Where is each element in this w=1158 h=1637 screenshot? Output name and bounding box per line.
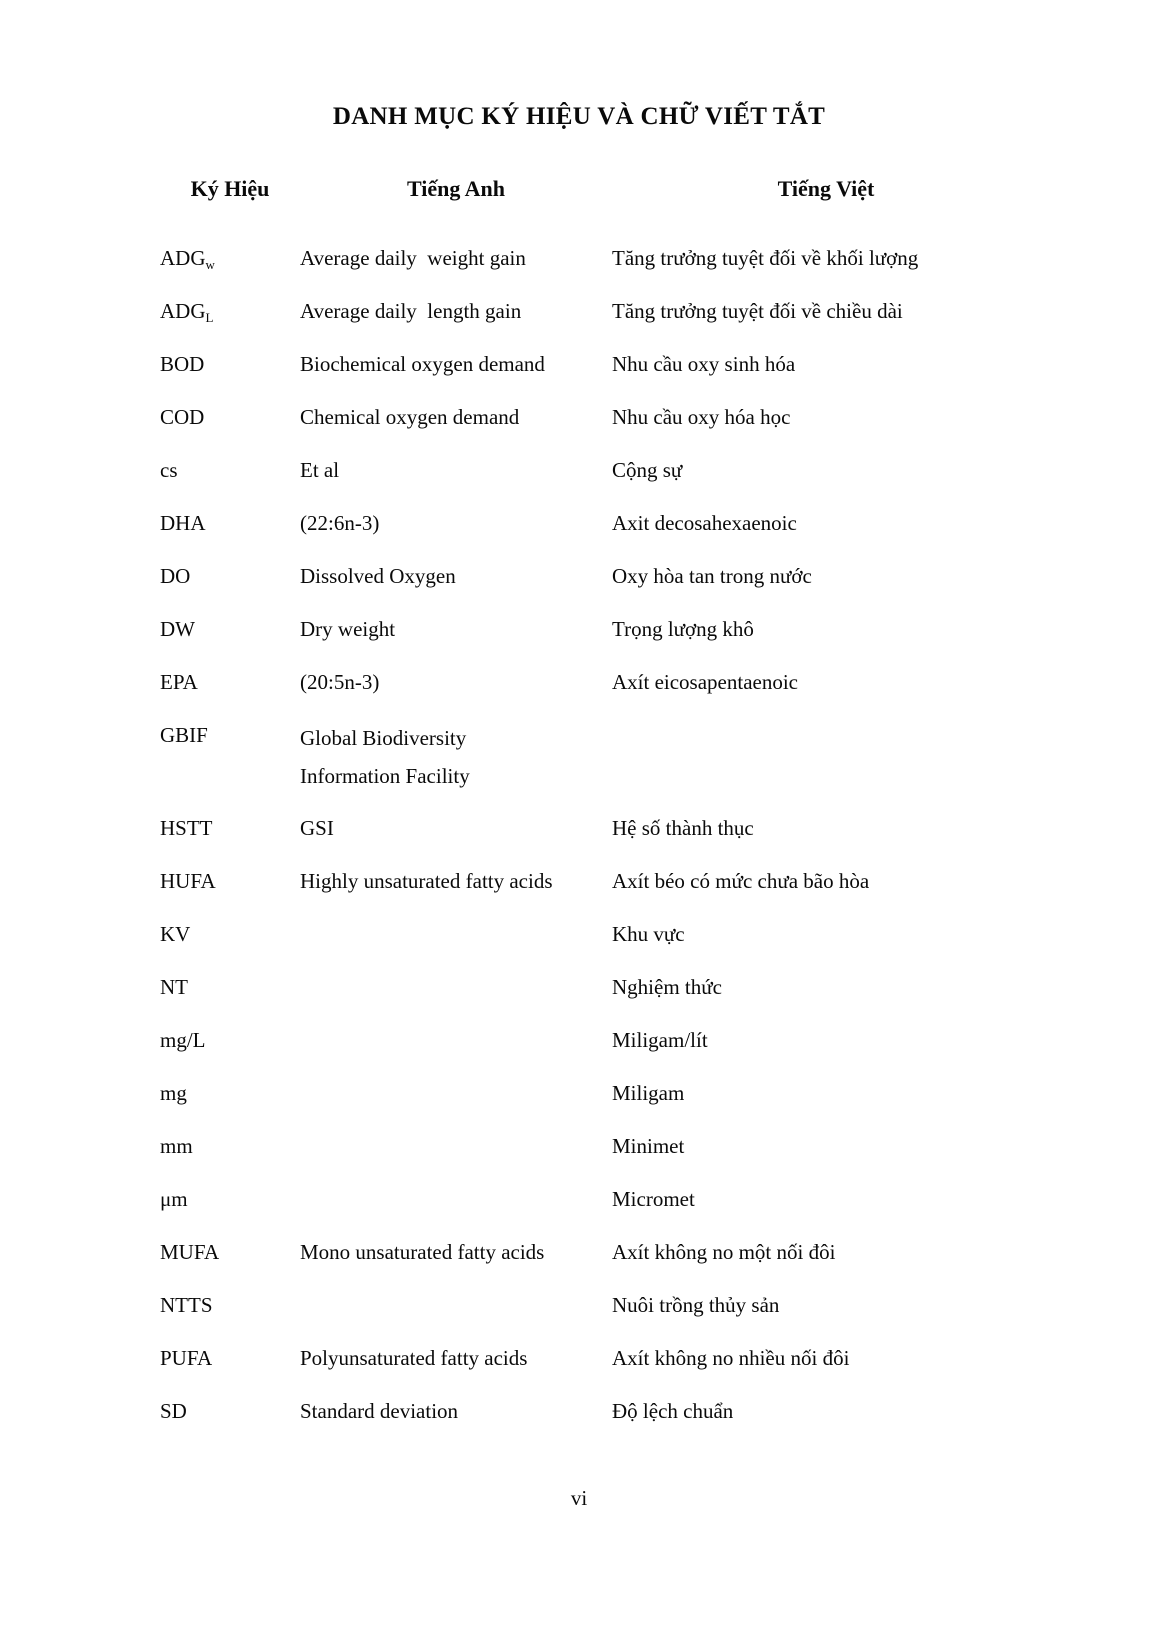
english-text: (20:5n-3) bbox=[300, 670, 380, 694]
english-text bbox=[300, 1289, 612, 1322]
symbol-text: DW bbox=[160, 617, 195, 641]
symbol-text: ADG bbox=[160, 246, 206, 270]
table-header-row bbox=[160, 172, 1040, 206]
symbol-cell bbox=[160, 295, 300, 328]
table-row bbox=[160, 348, 1040, 381]
table-row bbox=[160, 1024, 1040, 1057]
vietnamese-text: Axít béo có mức chưa bão hòa bbox=[612, 869, 870, 893]
vietnamese-text: Miligam/lít bbox=[612, 1028, 708, 1052]
symbol-text: mg bbox=[160, 1081, 187, 1105]
vietnamese-text: Axít eicosapentaenoic bbox=[612, 670, 799, 694]
symbol-cell bbox=[160, 971, 300, 1004]
vietnamese-text: Trọng lượng khô bbox=[612, 617, 754, 641]
english-text: Biochemical oxygen demand bbox=[300, 352, 545, 376]
symbol-text: cs bbox=[160, 458, 178, 482]
table-row bbox=[160, 242, 1040, 275]
english-text: Dry weight bbox=[300, 617, 396, 641]
symbol-text: SD bbox=[160, 1399, 187, 1423]
vietnamese-text: Cộng sự bbox=[612, 458, 683, 482]
symbol-text: NT bbox=[160, 975, 188, 999]
english-text bbox=[300, 1024, 612, 1057]
vietnamese-text: Nuôi trồng thủy sản bbox=[612, 1293, 780, 1317]
vietnamese-text: Micromet bbox=[612, 1187, 695, 1211]
symbol-cell bbox=[160, 1236, 300, 1269]
symbol-cell bbox=[160, 507, 300, 540]
symbol-cell bbox=[160, 613, 300, 646]
table-row bbox=[160, 918, 1040, 951]
vietnamese-text: Oxy hòa tan trong nước bbox=[612, 564, 812, 588]
vietnamese-text: Tăng trưởng tuyệt đối về chiều dài bbox=[612, 299, 903, 323]
english-text bbox=[300, 1130, 612, 1163]
symbol-text: ADG bbox=[160, 299, 206, 323]
symbol-cell bbox=[160, 242, 300, 275]
vietnamese-text bbox=[612, 719, 1040, 795]
symbol-text: NTTS bbox=[160, 1293, 213, 1317]
vietnamese-text: Nghiệm thức bbox=[612, 975, 722, 999]
symbol-cell bbox=[160, 1342, 300, 1375]
vietnamese-text: Axít không no nhiều nối đôi bbox=[612, 1346, 850, 1370]
column-header-english: Tiếng Anh bbox=[406, 176, 506, 201]
table-row bbox=[160, 295, 1040, 328]
english-text: (22:6n-3) bbox=[300, 511, 380, 535]
vietnamese-text: Nhu cầu oxy sinh hóa bbox=[612, 352, 796, 376]
column-header-vietnamese: Tiếng Việt bbox=[777, 176, 875, 201]
vietnamese-text: Khu vực bbox=[612, 922, 685, 946]
vietnamese-text: Axít không no một nối đôi bbox=[612, 1240, 836, 1264]
page-title: DANH MỤC KÝ HIỆU VÀ CHỮ VIẾT TẮT bbox=[332, 103, 826, 130]
symbol-text: HUFA bbox=[160, 869, 216, 893]
symbol-cell bbox=[160, 812, 300, 845]
symbol-cell bbox=[160, 719, 300, 795]
table-row bbox=[160, 401, 1040, 434]
table-row bbox=[160, 865, 1040, 898]
vietnamese-text: Độ lệch chuẩn bbox=[612, 1399, 734, 1423]
symbol-text: μm bbox=[160, 1187, 188, 1211]
english-text bbox=[300, 719, 612, 795]
symbol-cell bbox=[160, 865, 300, 898]
english-text: Average daily length gain bbox=[300, 299, 522, 323]
table-row bbox=[160, 1183, 1040, 1216]
table-row bbox=[160, 1289, 1040, 1322]
symbol-cell bbox=[160, 1395, 300, 1428]
english-text bbox=[300, 1077, 612, 1110]
symbol-text: COD bbox=[160, 405, 205, 429]
symbol-cell bbox=[160, 560, 300, 593]
table-row bbox=[160, 1395, 1040, 1428]
table-body bbox=[160, 242, 1040, 1428]
english-text: Dissolved Oxygen bbox=[300, 564, 456, 588]
vietnamese-text: Nhu cầu oxy hóa học bbox=[612, 405, 791, 429]
vietnamese-text: Hệ số thành thục bbox=[612, 816, 754, 840]
abbreviations-table bbox=[160, 172, 1040, 1428]
table-row bbox=[160, 666, 1040, 699]
symbol-text: MUFA bbox=[160, 1240, 220, 1264]
symbol-text: PUFA bbox=[160, 1346, 213, 1370]
english-text: Mono unsaturated fatty acids bbox=[300, 1240, 545, 1264]
english-text: Highly unsaturated fatty acids bbox=[300, 869, 553, 893]
table-row bbox=[160, 971, 1040, 1004]
symbol-subscript: w bbox=[205, 257, 215, 272]
symbol-text: HSTT bbox=[160, 816, 213, 840]
page-number: vi bbox=[570, 1486, 588, 1510]
symbol-text: DHA bbox=[160, 511, 206, 535]
symbol-cell bbox=[160, 1183, 300, 1216]
symbol-cell bbox=[160, 1077, 300, 1110]
table-row bbox=[160, 1077, 1040, 1110]
english-text: Standard deviation bbox=[300, 1399, 459, 1423]
table-row bbox=[160, 454, 1040, 487]
symbol-text: EPA bbox=[160, 670, 198, 694]
symbol-text: GBIF bbox=[160, 723, 208, 747]
column-header-symbol: Ký Hiệu bbox=[190, 176, 270, 201]
vietnamese-text: Miligam bbox=[612, 1081, 685, 1105]
vietnamese-text: Minimet bbox=[612, 1134, 685, 1158]
english-text bbox=[300, 1183, 612, 1216]
symbol-text: BOD bbox=[160, 352, 205, 376]
symbol-text: DO bbox=[160, 564, 191, 588]
english-text-line2: Information Facility bbox=[300, 764, 470, 788]
table-row bbox=[160, 812, 1040, 845]
symbol-cell bbox=[160, 1130, 300, 1163]
symbol-cell bbox=[160, 401, 300, 434]
english-text: GSI bbox=[300, 816, 334, 840]
table-row bbox=[160, 1130, 1040, 1163]
symbol-subscript: L bbox=[205, 310, 214, 325]
english-text bbox=[300, 918, 612, 951]
symbol-cell bbox=[160, 348, 300, 381]
symbol-cell bbox=[160, 1289, 300, 1322]
vietnamese-text: Axit decosahexaenoic bbox=[612, 511, 797, 535]
symbol-cell bbox=[160, 454, 300, 487]
vietnamese-text: Tăng trưởng tuyệt đối về khối lượng bbox=[612, 246, 919, 270]
symbol-cell bbox=[160, 918, 300, 951]
symbol-text: KV bbox=[160, 922, 191, 946]
table-row bbox=[160, 613, 1040, 646]
table-row bbox=[160, 719, 1040, 795]
english-text: Et al bbox=[300, 458, 340, 482]
symbol-cell bbox=[160, 666, 300, 699]
table-row bbox=[160, 507, 1040, 540]
table-row bbox=[160, 1342, 1040, 1375]
english-text: Chemical oxygen demand bbox=[300, 405, 520, 429]
symbol-text: mm bbox=[160, 1134, 193, 1158]
english-text: Average daily weight gain bbox=[300, 246, 526, 270]
english-text-line1: Global Biodiversity bbox=[300, 726, 467, 750]
symbol-text: mg/L bbox=[160, 1028, 206, 1052]
table-row bbox=[160, 560, 1040, 593]
table-row bbox=[160, 1236, 1040, 1269]
english-text: Polyunsaturated fatty acids bbox=[300, 1346, 528, 1370]
english-text bbox=[300, 971, 612, 1004]
symbol-cell bbox=[160, 1024, 300, 1057]
